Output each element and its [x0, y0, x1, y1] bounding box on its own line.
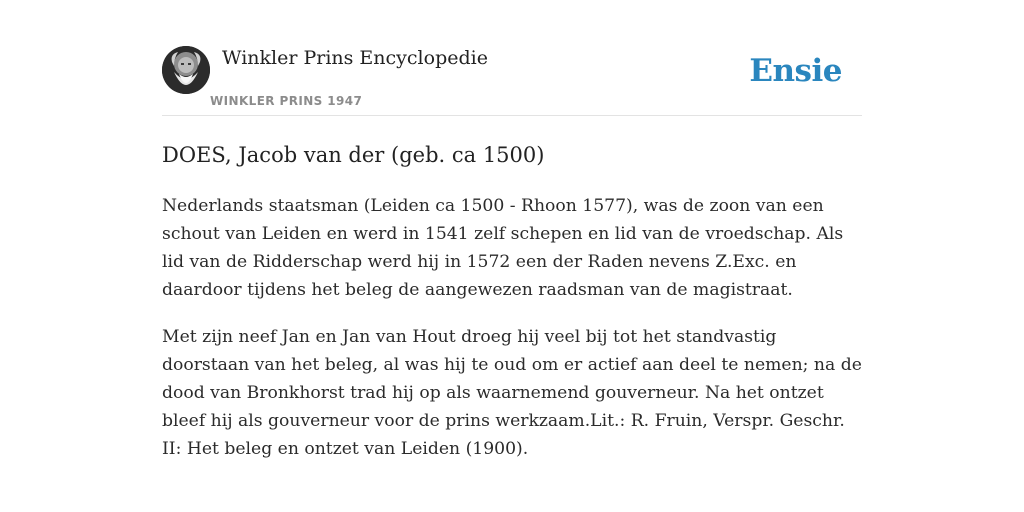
article-paragraph: Nederlands staatsman (Leiden ca 1500 - Rhoon 1577), was de zoon van een schout van Leiden en werd in 1541 zelf schepen en lid van de vroedschap. Als lid van de Ridderschap werd hij in 1572 een der Raden nevens Z.Exc. en daardoor tijdens het beleg de aangewezen raadsman van de magistraat.	[162, 196, 844, 300]
source-title[interactable]: Winkler Prins Encyclopedie	[222, 47, 488, 69]
source-subtitle: WINKLER PRINS 1947	[210, 94, 363, 108]
brand-logo[interactable]: Ensie	[749, 53, 842, 89]
share-card	[162, 0, 862, 512]
card-header	[162, 46, 862, 116]
article-title: DOES, Jacob van der (geb. ca 1500)	[162, 143, 545, 167]
bearded-man-portrait-icon	[162, 46, 210, 94]
article-paragraph: Met zijn neef Jan en Jan van Hout droeg hij veel bij tot het standvastig doorstaan van het beleg, al was hij te oud om er actief aan deel te nemen; na de dood van Bronkhorst trad hij op als waarnemend gouverneur. Na het ontzet bleef hij als gouverneur voor de prins werkzaam.Lit.: R. Fruin, Verspr. Geschr. II: Het beleg en ontzet van Leiden (1900).	[162, 327, 862, 459]
